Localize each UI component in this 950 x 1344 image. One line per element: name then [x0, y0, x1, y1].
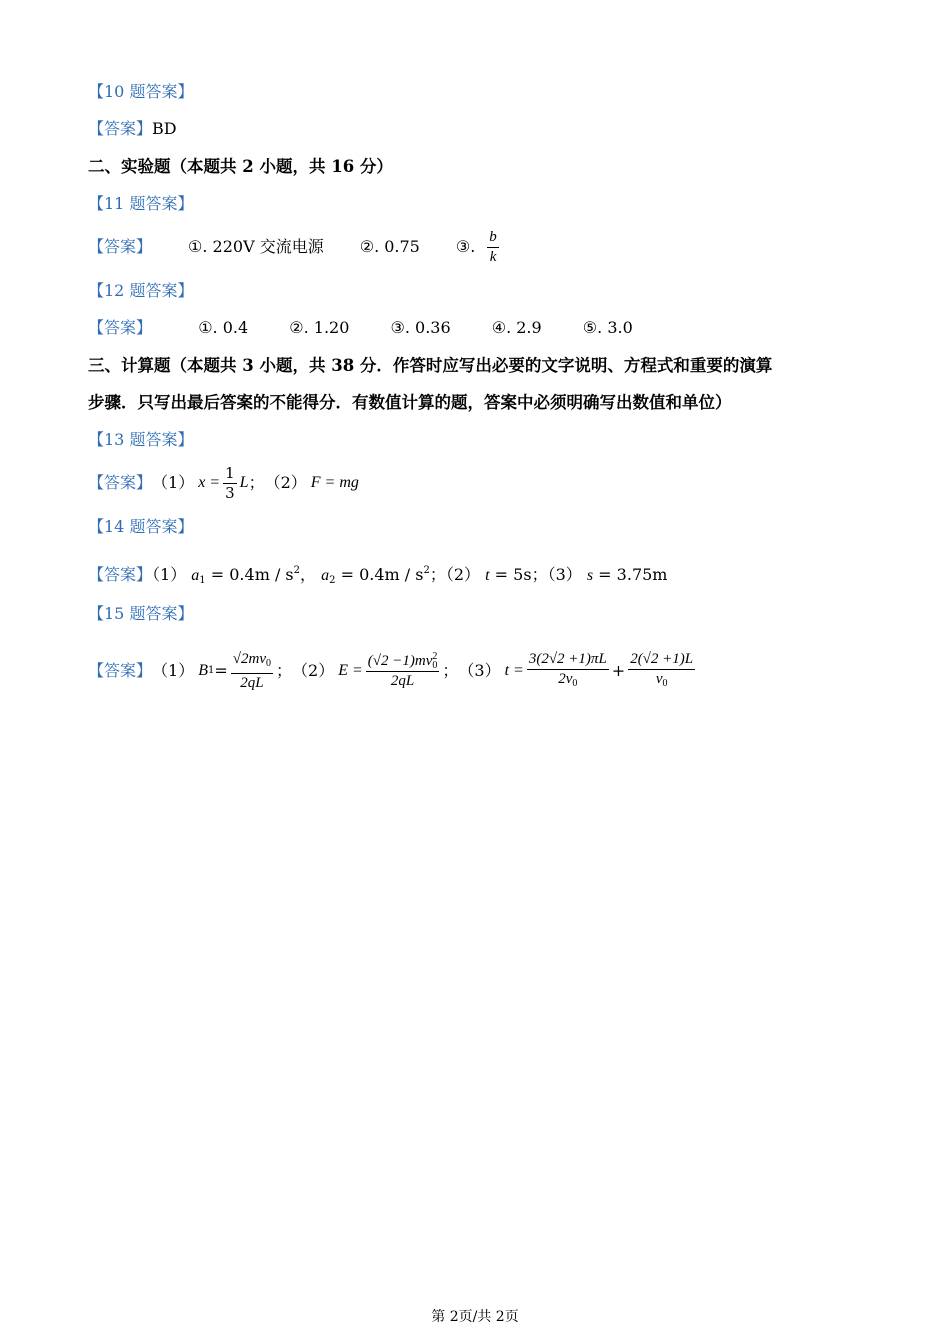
a1-exponent: 2 [293, 565, 301, 576]
q11-fraction [487, 228, 499, 267]
b1-fraction [231, 650, 273, 693]
fraction-denominator: 2qL [240, 674, 264, 691]
part-1-label: （1） [152, 661, 195, 680]
fraction-numerator: 1 [225, 463, 235, 482]
part-1-label: （1） [152, 565, 187, 584]
section-3-title-line-2: 步骤．只写出最后答案的不能得分．有数值计算的题，答案中必须明确写出数值和单位） [88, 393, 732, 412]
q14-header: 【14 题答案】 [88, 517, 194, 536]
answer-label: 【答案】 [88, 237, 153, 256]
b1-subscript: 1 [207, 665, 215, 676]
q12-item-3: ③. 0.36 [390, 318, 451, 337]
q11-answer [88, 226, 502, 268]
a2-exponent: 2 [423, 565, 430, 576]
t1-denominator-subscript: 0 [572, 677, 578, 689]
answer-label: 【答案】 [88, 318, 153, 337]
part-1-label: （1） [152, 473, 195, 492]
q15-answer [88, 646, 698, 696]
answer-value: BD [152, 119, 177, 138]
q11-header: 【11 题答案】 [88, 194, 194, 213]
page-footer: 第 2页/共 2页 [431, 1309, 519, 1325]
q12-answer [88, 318, 669, 338]
s-symbol: s [586, 567, 594, 584]
t2-denominator-text: v [655, 670, 663, 687]
q14-answer [88, 561, 667, 591]
t1-denominator-text: 2v [558, 670, 573, 687]
separator: ； [429, 565, 446, 584]
t-symbol: t = [504, 662, 524, 679]
q13-answer [88, 461, 359, 505]
a2-value: = 0.4m / s [335, 565, 424, 584]
fraction-denominator [556, 670, 579, 693]
fraction-denominator: 3 [225, 483, 235, 502]
part-2-label: （2） [292, 661, 335, 680]
fraction-denominator [654, 670, 670, 693]
a2-subscript: 2 [329, 575, 336, 586]
b1-numerator-subscript: 0 [266, 657, 271, 669]
t2-denominator-subscript: 0 [662, 677, 668, 689]
e-fraction [366, 652, 440, 691]
q11-item-2: ②. 0.75 [359, 237, 420, 256]
a1-value: = 0.4m / s [205, 565, 294, 584]
fraction-numerator [231, 650, 273, 674]
t-symbol: t [485, 567, 490, 584]
q12-header: 【12 题答案】 [88, 281, 194, 300]
separator: ； [276, 661, 293, 680]
comma: ， [300, 565, 317, 584]
e-symbol: E = [338, 662, 363, 679]
q12-item-2: ②. 1.20 [289, 318, 350, 337]
section-2-title: 二、实验题（本题共 2 小题，共 16 分） [88, 157, 393, 176]
fraction-denominator: k [489, 248, 497, 265]
q13-fraction [223, 464, 237, 503]
e-numerator-text: (√2 −1)mv [367, 652, 433, 669]
fraction-denominator: 2qL [390, 672, 415, 689]
q10-answer [88, 119, 177, 139]
plus-sign: + [611, 661, 626, 680]
e-numerator-scripts [432, 652, 437, 670]
part-3-label: （3） [458, 661, 501, 680]
separator: ； [531, 565, 548, 584]
q13-header: 【13 题答案】 [88, 430, 194, 449]
separator: ； [442, 661, 459, 680]
fraction-numerator: 2(√2 +1)L [628, 650, 695, 670]
q13-lhs: x = [198, 474, 221, 491]
part-3-label: （3） [547, 565, 582, 584]
q13-eq2: F = mg [310, 474, 359, 491]
fraction-numerator [366, 652, 440, 672]
answer-label: 【答案】 [88, 119, 153, 138]
q12-item-4: ④. 2.9 [491, 318, 542, 337]
q12-item-5: ⑤. 3.0 [582, 318, 633, 337]
q15-header: 【15 题答案】 [88, 604, 194, 623]
part-2-label: （2） [445, 565, 481, 584]
a1-symbol: a [191, 567, 200, 584]
separator: ； [248, 473, 265, 492]
q13-rhs: L [239, 474, 249, 491]
q12-item-1: ①. 0.4 [198, 318, 249, 337]
answer-label: 【答案】 [88, 565, 153, 584]
q10-header: 【10 题答案】 [88, 82, 194, 101]
t-fraction-2 [628, 650, 695, 693]
fraction-numerator: 3(2√2 +1)πL [527, 650, 609, 670]
t-value: = 5s [489, 565, 532, 584]
a2-symbol: a [321, 567, 330, 584]
part-2-label: （2） [264, 473, 307, 492]
b1-numerator-text: √2mv [232, 650, 266, 667]
answer-label: 【答案】 [88, 661, 153, 680]
e-numerator-exponent: 2 [432, 651, 438, 663]
s-value: = 3.75m [593, 565, 668, 584]
q11-item-1: ①. 220V 交流电源 [188, 237, 324, 256]
a1-subscript: 1 [199, 575, 206, 586]
t-fraction-1 [527, 650, 609, 693]
fraction-numerator: b [487, 228, 499, 248]
q11-item-3: ③. [455, 237, 476, 256]
answer-label: 【答案】 [88, 473, 153, 492]
section-3-title-line-1: 三、计算题（本题共 3 小题，共 38 分．作答时应写出必要的文字说明、方程式和重要的演算 [88, 356, 773, 375]
e-numerator-subscript: 0 [432, 660, 438, 672]
equals: = [214, 661, 228, 680]
b1-symbol: B [198, 662, 208, 679]
